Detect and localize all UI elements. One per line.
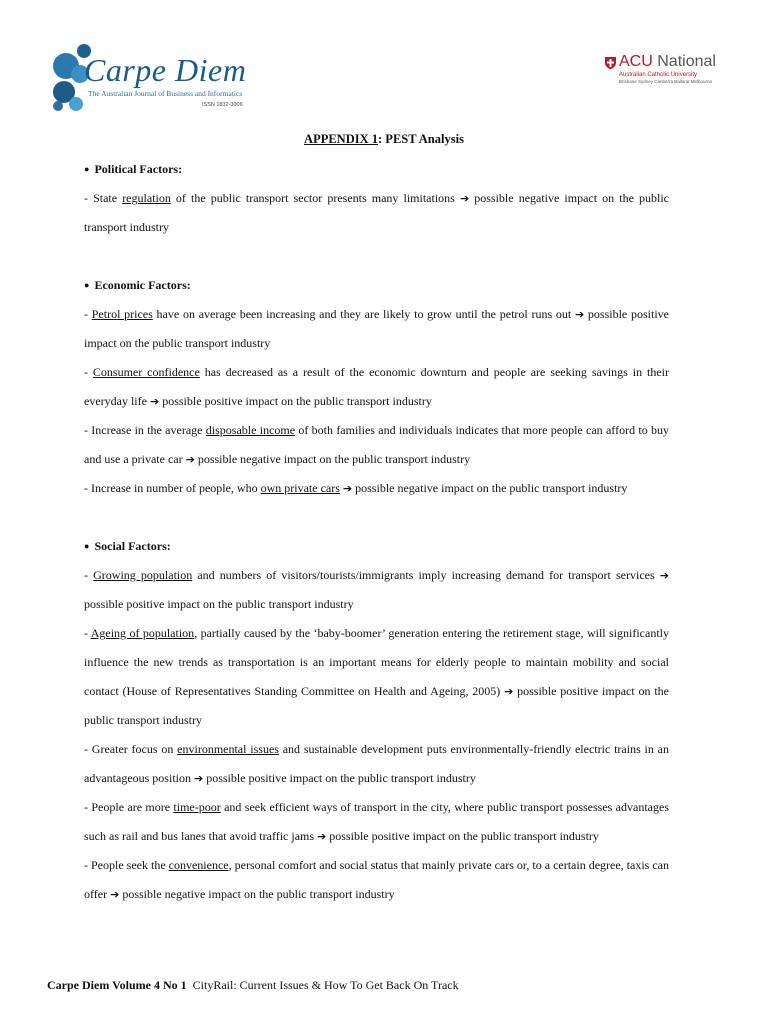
arrow-icon: ➔ [317,830,327,843]
arrow-icon: ➔ [659,569,669,582]
arrow-icon: ➔ [574,308,585,321]
acu-shield-icon [604,56,617,70]
key-term: regulation [122,191,171,205]
acu-name-main: ACU [619,53,653,70]
bullet-icon: ● [84,541,90,551]
page-title [0,132,768,147]
key-term: disposable income [205,423,296,437]
economic-item: - Increase in the average disposable income of both families and individuals indicates that more people can afford to buy and use a private car ➔ possible negative impact on the public transport industry [84,423,670,466]
pest-content [84,155,669,909]
acu-name-suffix: National [657,53,716,70]
arrow-icon: ➔ [342,482,353,495]
political-item: - State regulation of the public transport sector presents many limitations ➔ possible negative impact on the public transport industry [84,191,670,234]
key-term: own private cars [260,481,340,495]
carpe-diem-logo [50,42,265,114]
logo-subtitle: The Australian Journal of Business and Informatics [88,89,243,98]
logo-title: Carpe Diem [84,52,247,88]
arrow-icon: ➔ [459,192,470,205]
page-footer [47,978,459,993]
acu-name [619,53,716,71]
key-term: environmental issues [177,742,279,756]
key-term: Growing population [93,568,193,582]
economic-item: - Petrol prices have on average been increasing and they are likely to grow until the petrol runs out ➔ possible positive impact on the public transport industry [84,307,669,350]
key-term: time-poor [173,800,221,814]
key-term: Petrol prices [91,307,153,321]
economic-item: - Increase in number of people, who own private cars ➔ possible negative impact on the public transport industry [84,481,628,495]
acu-national-logo [604,54,714,88]
acu-university-label: Australian Catholic University [619,72,698,78]
social-item: - People seek the convenience, personal comfort and social status that mainly private cars or, to a certain degree, taxis can offer ➔ possible negative impact on the public transport industry [84,858,670,901]
key-term: convenience [168,858,229,872]
footer-journal: Carpe Diem Volume 4 No 1 [47,978,187,992]
arrow-icon: ➔ [193,772,204,785]
arrow-icon: ➔ [149,395,160,408]
footer-article: CityRail: Current Issues & How To Get Back On Track [192,978,459,992]
economic-item: - Consumer confidence has decreased as a result of the economic downturn and people are seeking savings in their everyday life ➔ possible positive impact on the public transport industry [84,365,670,408]
social-item: - Greater focus on environmental issues and sustainable development puts environmentally-friendly electric trains in an advantageous position ➔ possible positive impact on the public transport industry [84,742,669,785]
arrow-icon: ➔ [504,685,514,698]
key-term: Ageing of population [90,626,195,640]
acu-locations-label: Brisbane Sydney Canberra Ballarat Melbourne [619,79,713,84]
bullet-icon: ● [84,164,90,174]
title-appendix: APPENDIX 1 [304,132,379,146]
social-heading: ● Social Factors: [84,539,171,553]
issn-label: ISSN 1832-3006 [202,102,243,108]
political-heading: ● Political Factors: [84,162,183,176]
social-item: - People are more time-poor and seek efficient ways of transport in the city, where public transport possesses advantages such as rail and bus lanes that avoid traffic jams ➔ possible positive impact on the public transport industry [84,800,669,843]
title-rest: : PEST Analysis [378,132,464,146]
key-term: Consumer confidence [92,365,200,379]
economic-heading: ● Economic Factors: [84,278,191,292]
arrow-icon: ➔ [110,888,120,901]
arrow-icon: ➔ [185,453,195,466]
social-item: - Growing population and numbers of visitors/tourists/immigrants imply increasing demand for transport services ➔ possible positive impact on the public transport industry [84,568,669,611]
social-item: - Ageing of population, partially caused by the ‘baby-boomer’ generation entering the retirement stage, will significantly influence the new trends as transportation is an important means for elderly people to maintain mobility and social contact (House of Representatives Standing Committee on Health and Ageing, 2005) ➔ possible positive impact on the public transport industry [84,626,669,727]
bullet-icon: ● [84,280,90,290]
